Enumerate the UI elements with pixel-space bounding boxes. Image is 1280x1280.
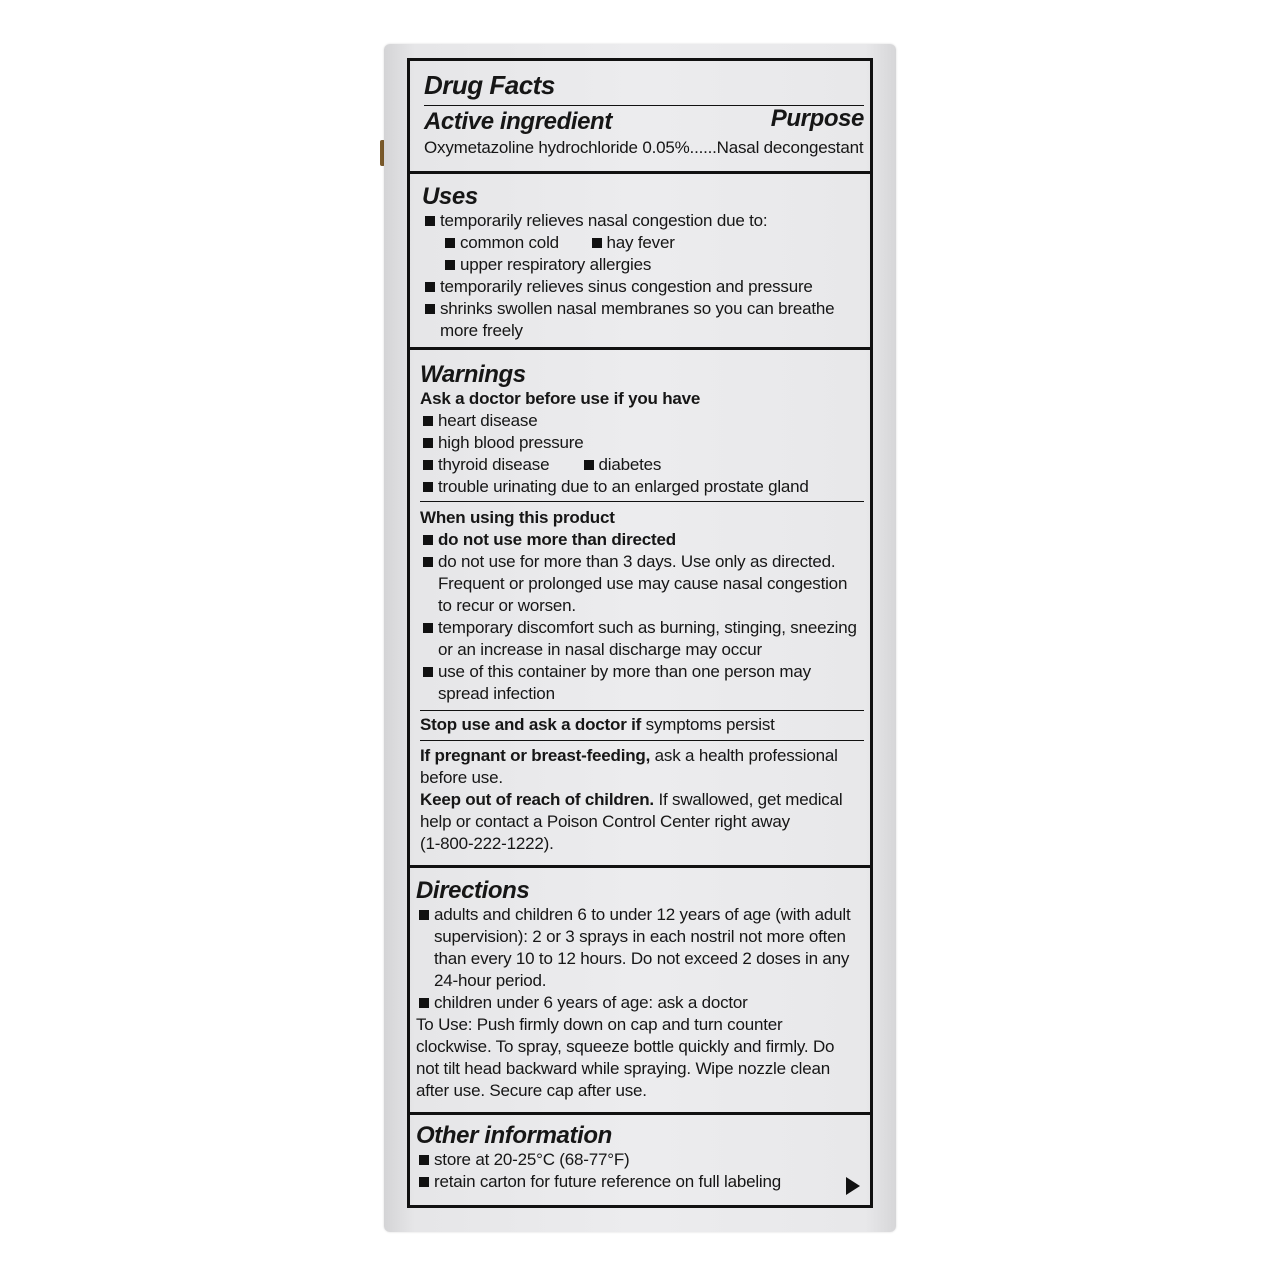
drug-facts-title: Drug Facts [424,70,555,100]
directions-item: children under 6 years of age: ask a doctor [416,992,864,1014]
uses-item: common cold [442,232,584,254]
warnings-rule [420,710,864,711]
pregnant-line [420,745,864,767]
warning-condition: thyroid disease [420,454,576,476]
uses-item: upper respiratory allergies [442,254,651,276]
when-using-item: do not use more than directed [420,529,864,551]
active-ingredient-line: Oxymetazoline hydrochloride 0.05%......Nasal decongestant [424,138,864,157]
purpose-heading: Purpose [770,105,864,132]
stop-use-bold: Stop use and ask a doctor if [420,715,642,734]
other-information-heading: Other information [416,1122,612,1149]
warnings-rule [420,740,864,741]
uses-item: shrinks swollen nasal membranes so you can breathe [422,298,864,320]
stop-use-line [420,714,864,736]
pregnant-rest: ask a health professional [650,746,838,765]
pregnant-line-2: before use. [420,768,503,787]
to-use-line: clockwise. To spray, squeeze bottle quickly and firmly. Do [416,1037,835,1056]
when-using-continuation: or an increase in nasal discharge may occur [438,640,763,659]
to-use-line: not tilt head backward while spraying. Wipe nozzle clean [416,1059,831,1078]
poison-control-number: (1-800-222-1222). [420,834,554,853]
warnings-heading: Warnings [420,361,526,388]
uses-item: temporarily relieves nasal congestion due to: [422,210,864,232]
uses-item: hay fever [589,232,675,254]
ask-doctor-heading: Ask a doctor before use if you have [420,389,701,408]
active-header-row [424,105,864,135]
other-info-item: retain carton for future reference on full labeling [416,1171,864,1193]
to-use-line: To Use: Push firmly down on cap and turn counter [416,1015,783,1034]
warning-condition: high blood pressure [420,432,864,454]
uses-section [410,171,870,347]
pregnant-bold: If pregnant or breast-feeding, [420,746,651,765]
uses-item-continuation: more freely [440,321,523,340]
drug-facts-panel [407,58,873,1208]
warnings-rule [420,501,864,502]
keep-out-bold: Keep out of reach of children. [420,790,654,809]
when-using-item: temporary discomfort such as burning, stinging, sneezing [420,617,864,639]
directions-continuation: than every 10 to 12 hours. Do not exceed 2 doses in any [434,949,850,968]
when-using-heading: When using this product [420,508,615,527]
directions-continuation: supervision): 2 or 3 sprays in each nostril not more often [434,927,846,946]
uses-subitems-row [422,254,864,276]
to-use-line: after use. Secure cap after use. [416,1081,647,1100]
warning-conditions-row [420,454,864,476]
keep-out-line [420,789,864,811]
other-info-item: store at 20-25°C (68-77°F) [416,1149,864,1171]
stop-use-rest: symptoms persist [641,715,775,734]
keep-out-line-2: help or contact a Poison Control Center right away [420,812,790,831]
warning-condition: trouble urinating due to an enlarged prostate gland [420,476,864,498]
uses-subitems-row [422,232,864,254]
keep-out-rest: If swallowed, get medical [653,790,843,809]
directions-section [410,865,870,1112]
directions-item: adults and children 6 to under 12 years of age (with adult [416,904,864,926]
other-information-section [410,1112,870,1205]
uses-item: temporarily relieves sinus congestion and pressure [422,276,864,298]
active-ingredient-heading: Active ingredient [424,108,612,135]
when-using-item: use of this container by more than one person may [420,661,864,683]
directions-heading: Directions [416,877,530,904]
warning-condition: heart disease [420,410,864,432]
active-ingredient-section [410,61,870,171]
directions-continuation: 24-hour period. [434,971,547,990]
warning-condition: diabetes [581,454,662,476]
continue-arrow-icon [846,1177,860,1195]
when-using-continuation: spread infection [438,684,555,703]
uses-heading: Uses [422,183,478,210]
when-using-continuation: to recur or worsen. [438,596,576,615]
when-using-continuation: Frequent or prolonged use may cause nasal congestion [438,574,848,593]
when-using-item: do not use for more than 3 days. Use only as directed. [420,551,864,573]
warnings-section [410,347,870,865]
